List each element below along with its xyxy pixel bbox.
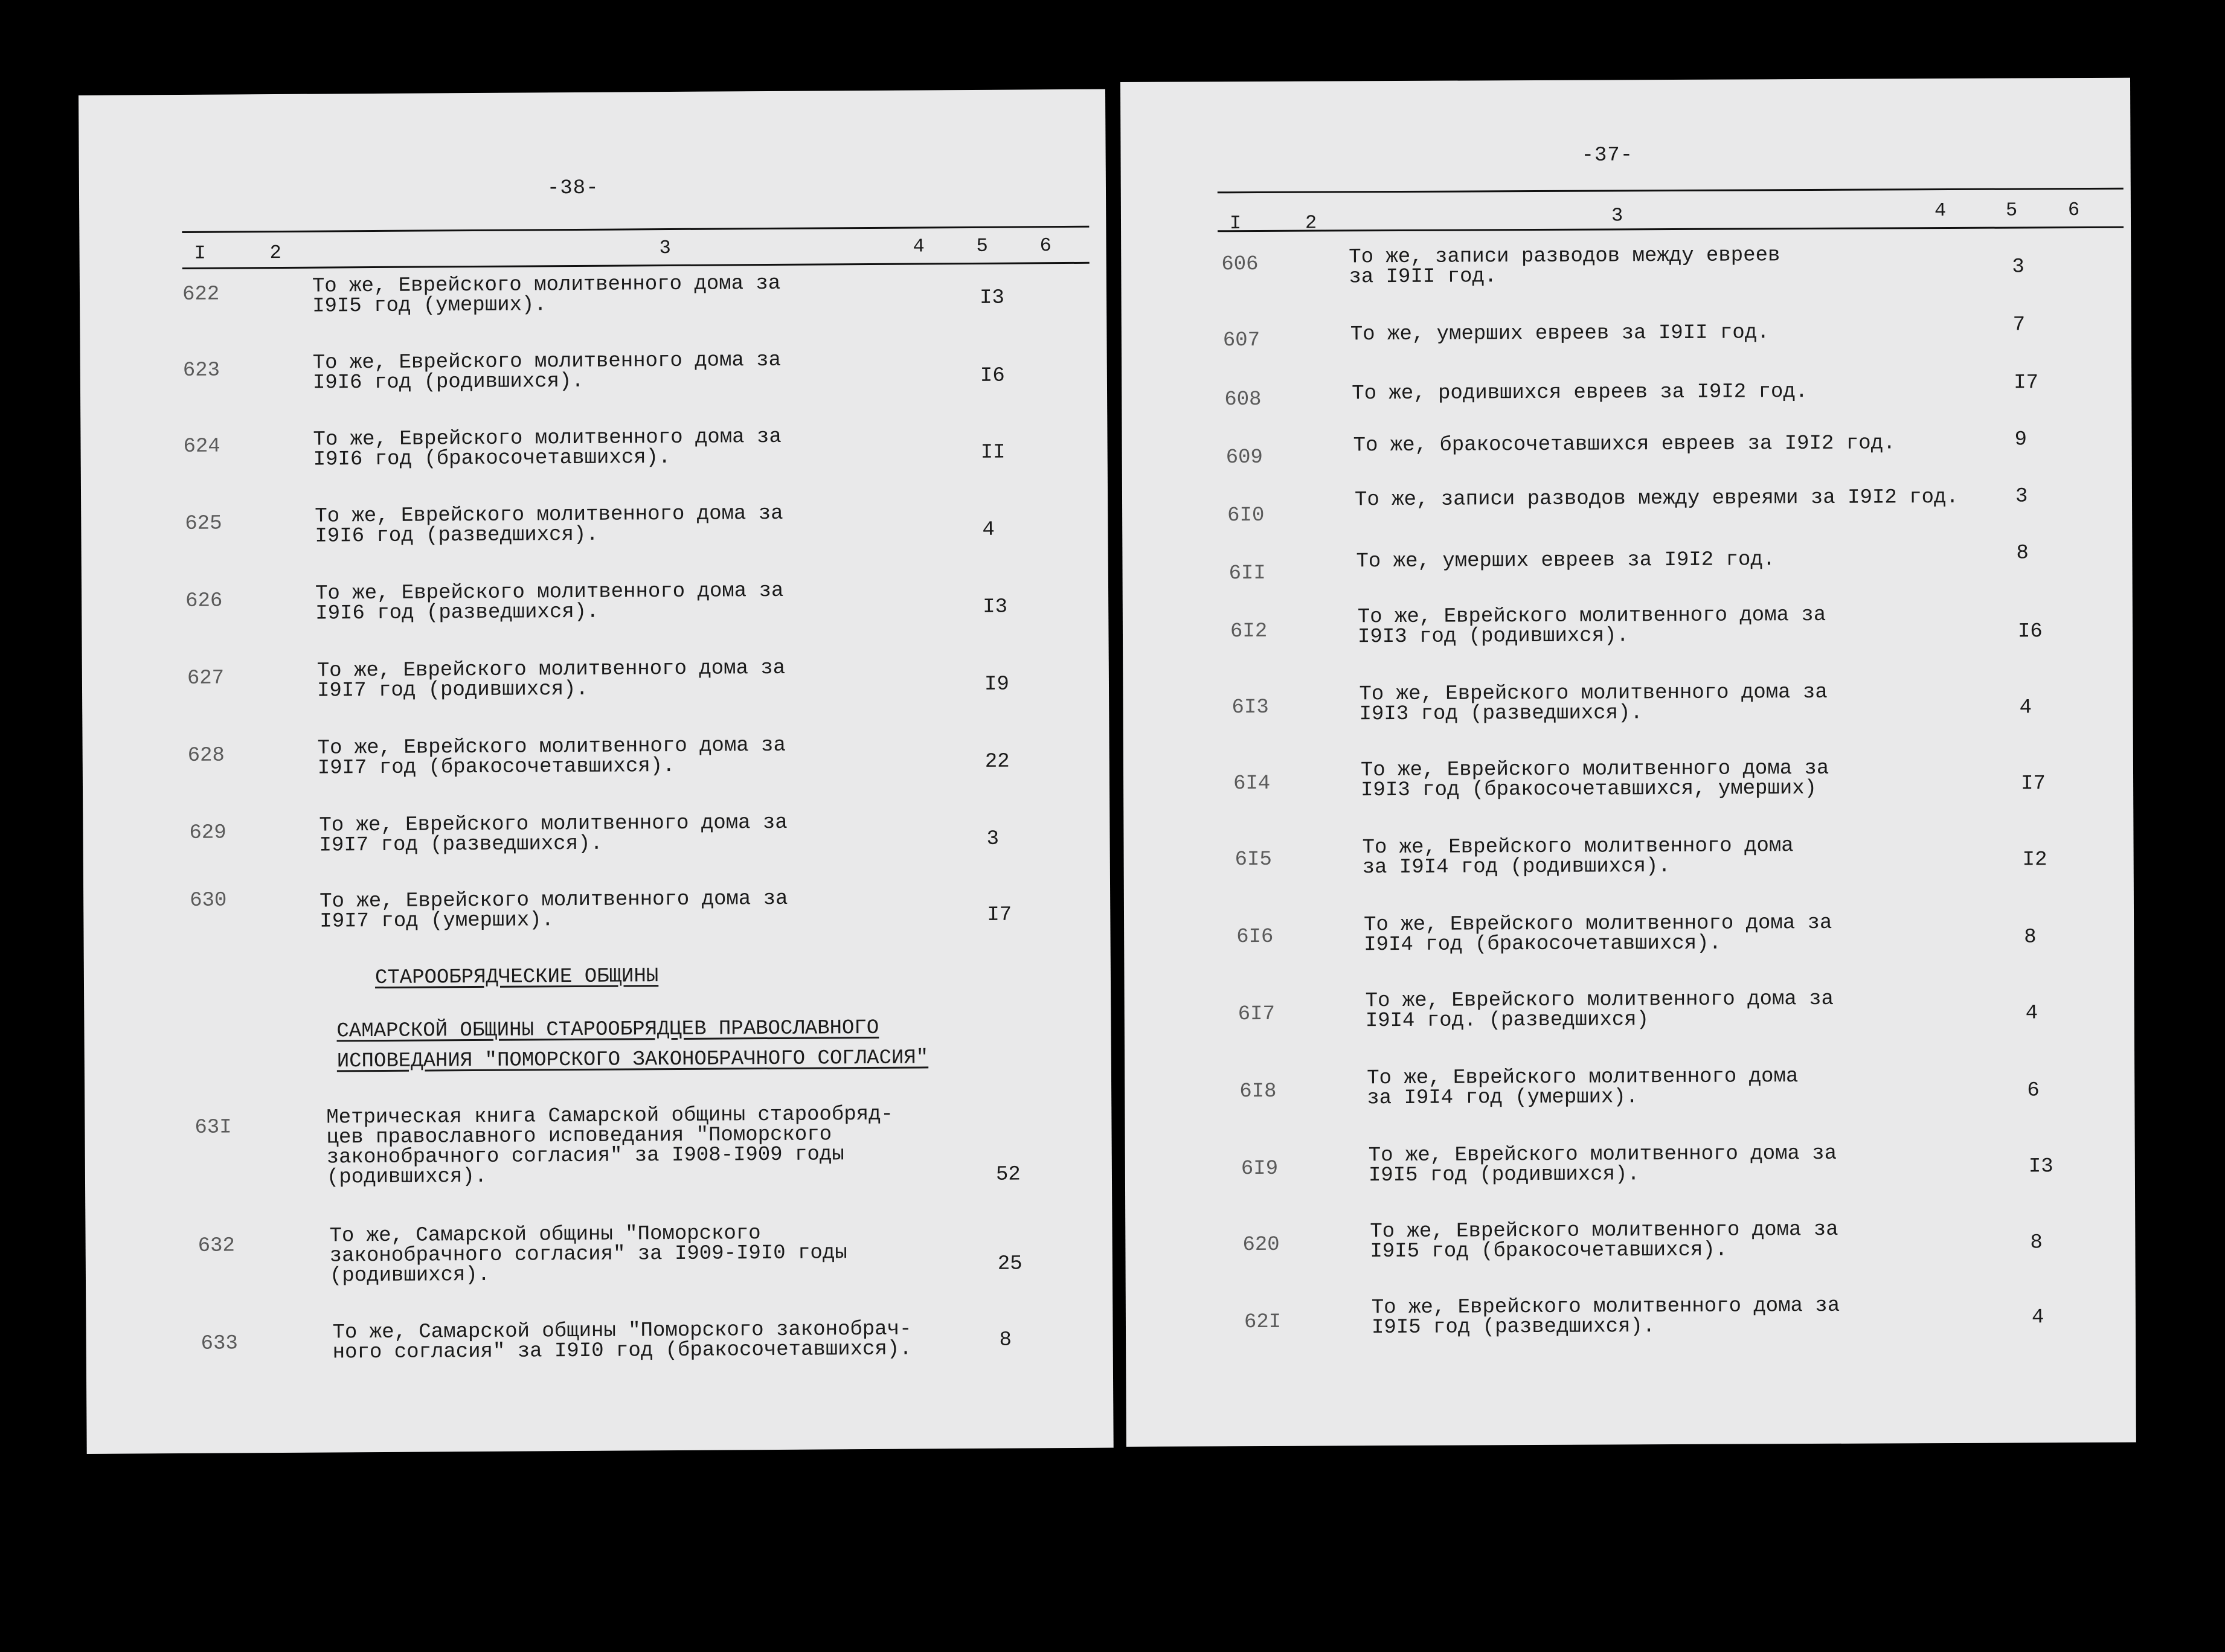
record-description: То же, Еврейского молитвенного дома за I9I3 год (разведшихся). bbox=[1359, 680, 1828, 726]
inventory-number: 609 bbox=[1225, 446, 1263, 470]
inventory-number: 62I bbox=[1244, 1310, 1282, 1334]
record-description: То же, Еврейского молитвенного дома за I9I6 год (разведшихся). bbox=[315, 579, 784, 626]
column-header: 5 bbox=[976, 234, 988, 257]
inventory-number: 633 bbox=[201, 1332, 238, 1356]
header-rule-top bbox=[1218, 188, 2124, 194]
column-header: 3 bbox=[1611, 204, 1623, 227]
sheet-count: 7 bbox=[2012, 313, 2026, 337]
column-header: 5 bbox=[2005, 199, 2018, 222]
sheet-count: I2 bbox=[2022, 848, 2047, 872]
inventory-number: 6I4 bbox=[1233, 772, 1271, 796]
column-header: 4 bbox=[913, 235, 925, 258]
record-description: То же, Еврейского молитвенного дома за I9I5 год (разведшихся). bbox=[1371, 1294, 1840, 1340]
column-header: I bbox=[194, 242, 206, 264]
inventory-number: 626 bbox=[185, 589, 223, 613]
record-description: То же, Еврейского молитвенного дома за I9I5 год (умерших). bbox=[312, 272, 781, 318]
sheet-count: 3 bbox=[986, 827, 1000, 851]
sheet-count: 9 bbox=[2014, 428, 2028, 452]
column-header: 3 bbox=[659, 237, 671, 260]
inventory-number: 6I8 bbox=[1239, 1080, 1277, 1104]
record-description: То же, Еврейского молитвенного дома за I9I3 год (бракосочетавшихся, умерших) bbox=[1360, 757, 1829, 802]
header-rule-top bbox=[182, 226, 1089, 233]
sheet-count: 3 bbox=[2012, 255, 2024, 279]
inventory-number: 608 bbox=[1224, 388, 1262, 412]
sheet-count: 4 bbox=[2031, 1306, 2044, 1330]
inventory-number: 632 bbox=[197, 1234, 235, 1258]
page-number: -38- bbox=[547, 176, 599, 200]
sheet-count: 4 bbox=[2019, 696, 2032, 720]
record-description: То же, Еврейского молитвенного дома за I9I4 год. (разведшихся) bbox=[1365, 987, 1834, 1033]
record-description: То же, умерших евреев за I9I2 год. bbox=[1356, 548, 1776, 574]
sheet-count: I9 bbox=[984, 673, 1009, 696]
sheet-count: I3 bbox=[983, 595, 1008, 619]
record-description: То же, Еврейского молитвенного дома за I9I3 год (родившихся). bbox=[1357, 603, 1826, 649]
record-description: То же, Еврейского молитвенного дома за I9I4 год (умерших). bbox=[1367, 1065, 1799, 1110]
record-description: То же, записи разводов между евреями за I9I2 год. bbox=[1354, 485, 1959, 512]
sheet-count: I3 bbox=[2028, 1155, 2053, 1179]
inventory-number: 63I bbox=[194, 1116, 232, 1139]
column-header: 4 bbox=[1934, 199, 1947, 222]
column-header: I bbox=[1229, 212, 1242, 235]
record-description: То же, Еврейского молитвенного дома за I9I7 год (бракосочетавшихся). bbox=[317, 734, 786, 780]
sheet-count: 4 bbox=[982, 518, 995, 542]
sheet-count: 22 bbox=[984, 750, 1010, 773]
inventory-number: 622 bbox=[182, 283, 220, 306]
sheet-count: I7 bbox=[987, 903, 1012, 927]
inventory-number: 6I6 bbox=[1236, 925, 1274, 949]
record-description: То же, записи разводов между евреев за I9II год. bbox=[1349, 244, 1780, 289]
column-header: 6 bbox=[1039, 234, 1051, 257]
record-description: Метрическая книга Самарской общины старообряд- цев православного исповедания "Поморского законобрачного согласия" за I908-I909 годы (родившихся). bbox=[326, 1103, 894, 1189]
record-description: То же, Самарской общины "Поморского законобрач- ного согласия" за I9I0 год (бракосочетавшихся). bbox=[332, 1317, 912, 1365]
inventory-number: 628 bbox=[187, 744, 225, 767]
inventory-number: 607 bbox=[1222, 328, 1260, 353]
inventory-number: 629 bbox=[189, 821, 226, 845]
left-page bbox=[79, 89, 1114, 1454]
inventory-number: 6I2 bbox=[1230, 620, 1268, 644]
inventory-number: 6I0 bbox=[1227, 504, 1265, 528]
record-description: То же, Еврейского молитвенного дома за I9I6 год (бракосочетавшихся). bbox=[313, 425, 782, 472]
record-description: То же, Еврейского молитвенного дома за I9I4 год (родившихся). bbox=[1362, 834, 1794, 880]
inventory-number: 6I7 bbox=[1238, 1002, 1276, 1026]
record-description: То же, Еврейского молитвенного дома за I9I4 год (бракосочетавшихся). bbox=[1364, 911, 1832, 957]
sheet-count: 4 bbox=[2025, 1002, 2038, 1025]
record-description: То же, Еврейского молитвенного дома за I9I6 год (родившихся). bbox=[312, 348, 782, 395]
inventory-number: 625 bbox=[185, 512, 222, 536]
sheet-count: 8 bbox=[999, 1328, 1012, 1352]
record-description: То же, Самарской общины "Поморского законобрачного согласия" за I909-I9I0 годы (родившихся). bbox=[329, 1222, 847, 1288]
page-number: -37- bbox=[1581, 144, 1634, 167]
sheet-count: II bbox=[980, 441, 1006, 464]
section-title: СТАРООБРЯДЧЕСКИЕ ОБЩИНЫ bbox=[374, 965, 659, 990]
right-page bbox=[1120, 78, 2136, 1447]
record-description: То же, бракосочетавшихся евреев за I9I2 год. bbox=[1353, 432, 1896, 458]
sheet-count: 6 bbox=[2027, 1079, 2040, 1103]
record-description: То же, Еврейского молитвенного дома за I9I7 год (родившихся). bbox=[316, 656, 786, 703]
sheet-count: 25 bbox=[997, 1252, 1023, 1276]
sheet-count: 8 bbox=[2030, 1231, 2043, 1255]
sheet-count: 52 bbox=[995, 1163, 1021, 1186]
sheet-count: 8 bbox=[2016, 542, 2029, 565]
record-description: То же, Еврейского молитвенного дома за I9I5 год (бракосочетавшихся). bbox=[1370, 1218, 1838, 1264]
header-rule-bottom bbox=[182, 262, 1090, 269]
sheet-count: I6 bbox=[980, 364, 1005, 388]
inventory-number: 6II bbox=[1228, 562, 1266, 586]
record-description: То же, умерших евреев за I9II год. bbox=[1350, 321, 1770, 347]
inventory-number: 627 bbox=[187, 667, 225, 690]
subsection-title: САМАРСКОЙ ОБЩИНЫ СТАРООБРЯДЦЕВ ПРАВОСЛАВНОГО ИСПОВЕДАНИЯ "ПОМОРСКОГО ЗАКОНОБРАЧНОГО СОГЛАСИЯ" bbox=[336, 1016, 929, 1074]
record-description: То же, Еврейского молитвенного дома за I9I5 год (родившихся). bbox=[1368, 1142, 1837, 1188]
column-header: 2 bbox=[269, 241, 281, 264]
sheet-count: I6 bbox=[2017, 620, 2043, 644]
record-description: То же, родившихся евреев за I9I2 год. bbox=[1352, 380, 1808, 406]
sheet-count: I3 bbox=[979, 286, 1005, 310]
sheet-count: I7 bbox=[2021, 772, 2046, 796]
inventory-number: 6I5 bbox=[1235, 848, 1272, 872]
inventory-number: 630 bbox=[190, 889, 227, 912]
inventory-number: 620 bbox=[1242, 1233, 1280, 1257]
sheet-count: 3 bbox=[2015, 485, 2028, 508]
record-description: То же, Еврейского молитвенного дома за I9I6 год (разведшихся). bbox=[315, 502, 783, 548]
inventory-number: 623 bbox=[182, 359, 220, 382]
inventory-number: 606 bbox=[1221, 253, 1259, 277]
inventory-number: 6I3 bbox=[1231, 696, 1269, 720]
header-rule-bottom bbox=[1218, 226, 2124, 232]
column-header: 2 bbox=[1305, 211, 1317, 234]
column-header: 6 bbox=[2067, 199, 2080, 222]
record-description: То же, Еврейского молитвенного дома за I9I7 год (умерших). bbox=[319, 887, 788, 933]
inventory-number: 6I9 bbox=[1241, 1157, 1279, 1181]
sheet-count: I7 bbox=[2014, 371, 2039, 395]
inventory-number: 624 bbox=[183, 435, 220, 458]
sheet-count: 8 bbox=[2024, 926, 2037, 949]
record-description: То же, Еврейского молитвенного дома за I9I7 год (разведшихся). bbox=[319, 811, 788, 857]
